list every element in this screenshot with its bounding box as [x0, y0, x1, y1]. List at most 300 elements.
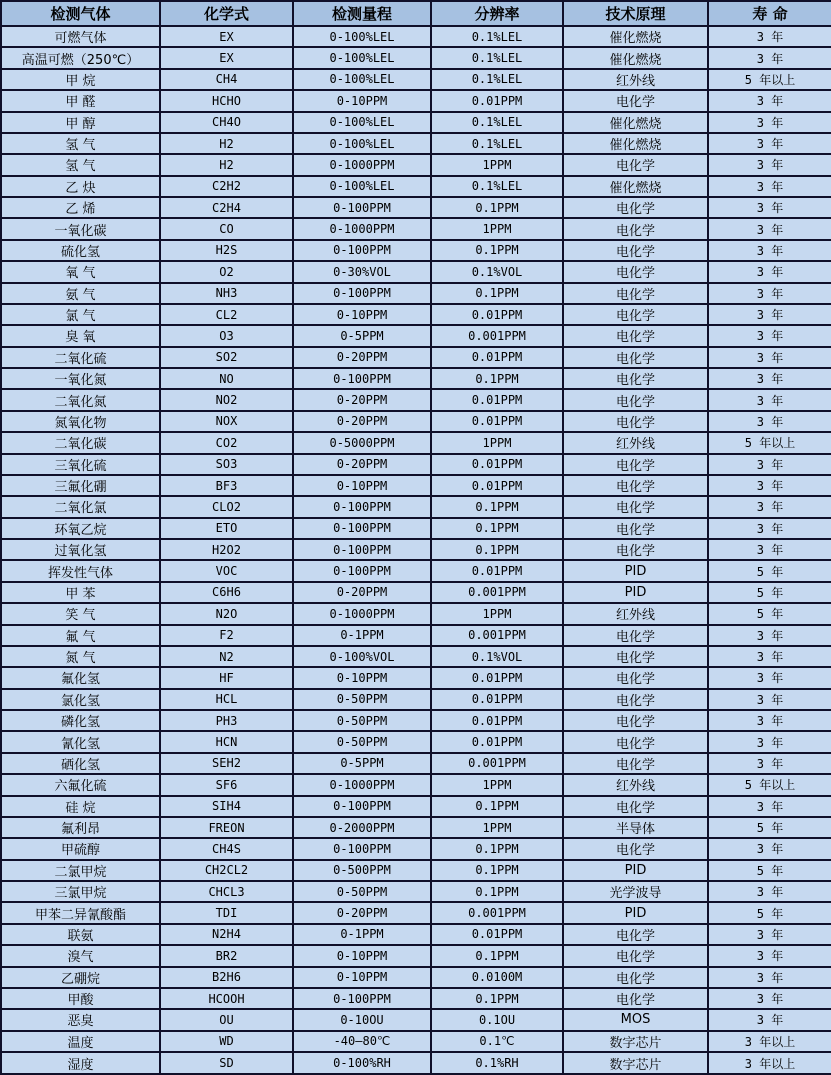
cell-resolution: 1PPM	[431, 432, 563, 453]
table-row	[1, 496, 831, 517]
cell-chemical-formula: NOX	[160, 411, 293, 432]
cell-technology-principle: 电化学	[563, 90, 708, 111]
cell-resolution: 0.1PPM	[431, 796, 563, 817]
cell-lifespan: 3 年	[708, 218, 831, 239]
table-row	[1, 967, 831, 988]
cell-detection-range: 0-100%LEL	[293, 176, 431, 197]
cell-chemical-formula: EX	[160, 47, 293, 68]
cell-chemical-formula: B2H6	[160, 967, 293, 988]
cell-gas-name: 甲苯二异氰酸酯	[1, 902, 160, 923]
cell-detection-range: 0-10OU	[293, 1009, 431, 1030]
cell-technology-principle: 电化学	[563, 710, 708, 731]
cell-gas-name: 笑 气	[1, 603, 160, 624]
cell-technology-principle: 电化学	[563, 796, 708, 817]
cell-lifespan: 3 年	[708, 646, 831, 667]
cell-detection-range: 0-10PPM	[293, 90, 431, 111]
cell-technology-principle: 电化学	[563, 304, 708, 325]
cell-chemical-formula: EX	[160, 26, 293, 47]
cell-detection-range: 0-20PPM	[293, 411, 431, 432]
table-row	[1, 539, 831, 560]
cell-resolution: 0.1PPM	[431, 518, 563, 539]
cell-resolution: 0.1PPM	[431, 988, 563, 1009]
cell-gas-name: 甲 醛	[1, 90, 160, 111]
cell-detection-range: 0-100PPM	[293, 368, 431, 389]
cell-technology-principle: 半导体	[563, 817, 708, 838]
cell-lifespan: 5 年以上	[708, 774, 831, 795]
cell-resolution: 0.1℃	[431, 1031, 563, 1052]
cell-detection-range: 0-100PPM	[293, 197, 431, 218]
cell-gas-name: 臭 氧	[1, 325, 160, 346]
cell-gas-name: 氟利昂	[1, 817, 160, 838]
cell-technology-principle: 红外线	[563, 432, 708, 453]
header-detection-range: 检测量程	[293, 1, 431, 26]
cell-gas-name: 过氧化氢	[1, 539, 160, 560]
cell-chemical-formula: SEH2	[160, 753, 293, 774]
cell-technology-principle: PID	[563, 902, 708, 923]
cell-detection-range: 0-5PPM	[293, 325, 431, 346]
cell-lifespan: 3 年	[708, 47, 831, 68]
cell-technology-principle: 电化学	[563, 731, 708, 752]
cell-chemical-formula: WD	[160, 1031, 293, 1052]
cell-technology-principle: 催化燃烧	[563, 26, 708, 47]
cell-gas-name: 二氧化硫	[1, 347, 160, 368]
table-row	[1, 154, 831, 175]
cell-technology-principle: 电化学	[563, 154, 708, 175]
cell-gas-name: 氢 气	[1, 154, 160, 175]
cell-chemical-formula: FREON	[160, 817, 293, 838]
table-row	[1, 283, 831, 304]
cell-technology-principle: 数字芯片	[563, 1031, 708, 1052]
cell-lifespan: 3 年	[708, 967, 831, 988]
cell-technology-principle: 电化学	[563, 646, 708, 667]
table-row	[1, 518, 831, 539]
cell-chemical-formula: C6H6	[160, 582, 293, 603]
cell-lifespan: 3 年	[708, 539, 831, 560]
cell-gas-name: 三氟化硼	[1, 475, 160, 496]
cell-detection-range: 0-10PPM	[293, 945, 431, 966]
cell-resolution: 0.01PPM	[431, 411, 563, 432]
cell-gas-name: 甲硫醇	[1, 838, 160, 859]
cell-chemical-formula: BF3	[160, 475, 293, 496]
cell-chemical-formula: O2	[160, 261, 293, 282]
cell-detection-range: 0-20PPM	[293, 347, 431, 368]
cell-chemical-formula: HF	[160, 667, 293, 688]
cell-chemical-formula: N2H4	[160, 924, 293, 945]
cell-resolution: 0.1%LEL	[431, 112, 563, 133]
header-resolution: 分辨率	[431, 1, 563, 26]
cell-resolution: 1PPM	[431, 218, 563, 239]
cell-detection-range: 0-100%VOL	[293, 646, 431, 667]
cell-lifespan: 3 年	[708, 112, 831, 133]
cell-technology-principle: 催化燃烧	[563, 47, 708, 68]
cell-resolution: 0.01PPM	[431, 667, 563, 688]
cell-chemical-formula: NO2	[160, 389, 293, 410]
cell-lifespan: 3 年	[708, 368, 831, 389]
table-row	[1, 325, 831, 346]
cell-technology-principle: 电化学	[563, 475, 708, 496]
table-row	[1, 347, 831, 368]
cell-detection-range: 0-50PPM	[293, 881, 431, 902]
table-row	[1, 817, 831, 838]
cell-lifespan: 3 年	[708, 924, 831, 945]
cell-detection-range: 0-500PPM	[293, 860, 431, 881]
cell-resolution: 0.01PPM	[431, 389, 563, 410]
cell-lifespan: 5 年	[708, 860, 831, 881]
cell-technology-principle: 电化学	[563, 197, 708, 218]
cell-gas-name: 六氟化硫	[1, 774, 160, 795]
cell-technology-principle: 电化学	[563, 240, 708, 261]
cell-lifespan: 3 年	[708, 197, 831, 218]
cell-detection-range: 0-1PPM	[293, 625, 431, 646]
cell-detection-range: 0-100PPM	[293, 560, 431, 581]
cell-chemical-formula: N2O	[160, 603, 293, 624]
cell-technology-principle: 电化学	[563, 325, 708, 346]
cell-lifespan: 3 年	[708, 753, 831, 774]
table-row	[1, 197, 831, 218]
table-row	[1, 838, 831, 859]
cell-gas-name: 乙 炔	[1, 176, 160, 197]
cell-resolution: 0.001PPM	[431, 325, 563, 346]
cell-gas-name: 溴气	[1, 945, 160, 966]
cell-lifespan: 3 年	[708, 176, 831, 197]
table-row	[1, 261, 831, 282]
cell-lifespan: 3 年以上	[708, 1031, 831, 1052]
cell-technology-principle: 电化学	[563, 347, 708, 368]
cell-technology-principle: 催化燃烧	[563, 112, 708, 133]
cell-technology-principle: 电化学	[563, 988, 708, 1009]
cell-detection-range: 0-1000PPM	[293, 774, 431, 795]
cell-resolution: 0.01PPM	[431, 347, 563, 368]
cell-chemical-formula: CH4	[160, 69, 293, 90]
cell-lifespan: 3 年	[708, 240, 831, 261]
cell-resolution: 0.01PPM	[431, 454, 563, 475]
cell-technology-principle: 电化学	[563, 539, 708, 560]
cell-resolution: 0.1PPM	[431, 881, 563, 902]
cell-resolution: 0.1PPM	[431, 539, 563, 560]
cell-gas-name: 甲酸	[1, 988, 160, 1009]
cell-chemical-formula: VOC	[160, 560, 293, 581]
cell-detection-range: 0-10PPM	[293, 967, 431, 988]
cell-detection-range: 0-1000PPM	[293, 154, 431, 175]
table-row	[1, 860, 831, 881]
cell-lifespan: 5 年	[708, 560, 831, 581]
cell-chemical-formula: F2	[160, 625, 293, 646]
cell-gas-name: 氧 气	[1, 261, 160, 282]
cell-gas-name: 硫化氢	[1, 240, 160, 261]
cell-chemical-formula: H2	[160, 133, 293, 154]
table-row	[1, 560, 831, 581]
cell-lifespan: 3 年	[708, 667, 831, 688]
table-row	[1, 389, 831, 410]
cell-detection-range: 0-20PPM	[293, 582, 431, 603]
cell-technology-principle: 电化学	[563, 945, 708, 966]
cell-lifespan: 5 年以上	[708, 432, 831, 453]
cell-chemical-formula: C2H2	[160, 176, 293, 197]
cell-lifespan: 3 年以上	[708, 1052, 831, 1074]
cell-chemical-formula: CLO2	[160, 496, 293, 517]
cell-chemical-formula: CH4O	[160, 112, 293, 133]
table-row	[1, 90, 831, 111]
table-row	[1, 26, 831, 47]
cell-detection-range: 0-100%LEL	[293, 47, 431, 68]
cell-detection-range: 0-10PPM	[293, 304, 431, 325]
cell-chemical-formula: CL2	[160, 304, 293, 325]
cell-technology-principle: 电化学	[563, 218, 708, 239]
cell-resolution: 0.01PPM	[431, 304, 563, 325]
cell-detection-range: 0-100PPM	[293, 496, 431, 517]
cell-detection-range: 0-100PPM	[293, 283, 431, 304]
table-row	[1, 796, 831, 817]
cell-technology-principle: 电化学	[563, 368, 708, 389]
cell-technology-principle: PID	[563, 582, 708, 603]
cell-chemical-formula: CH4S	[160, 838, 293, 859]
cell-resolution: 0.001PPM	[431, 625, 563, 646]
cell-resolution: 0.01PPM	[431, 731, 563, 752]
cell-gas-name: 二氯甲烷	[1, 860, 160, 881]
cell-chemical-formula: HCHO	[160, 90, 293, 111]
cell-resolution: 0.1%LEL	[431, 69, 563, 90]
cell-detection-range: 0-100%RH	[293, 1052, 431, 1074]
cell-technology-principle: 电化学	[563, 967, 708, 988]
cell-technology-principle: PID	[563, 860, 708, 881]
cell-resolution: 0.01PPM	[431, 689, 563, 710]
cell-gas-name: 甲 苯	[1, 582, 160, 603]
cell-gas-name: 氯 气	[1, 304, 160, 325]
cell-lifespan: 5 年	[708, 902, 831, 923]
cell-lifespan: 3 年	[708, 475, 831, 496]
cell-detection-range: 0-100PPM	[293, 240, 431, 261]
cell-lifespan: 3 年	[708, 389, 831, 410]
table-row	[1, 176, 831, 197]
cell-chemical-formula: ETO	[160, 518, 293, 539]
cell-chemical-formula: O3	[160, 325, 293, 346]
cell-lifespan: 5 年	[708, 582, 831, 603]
table-header	[1, 1, 831, 26]
cell-technology-principle: 电化学	[563, 261, 708, 282]
cell-detection-range: 0-50PPM	[293, 710, 431, 731]
cell-detection-range: 0-10PPM	[293, 475, 431, 496]
cell-lifespan: 3 年	[708, 945, 831, 966]
cell-gas-name: 一氧化氮	[1, 368, 160, 389]
table-row	[1, 582, 831, 603]
cell-chemical-formula: SIH4	[160, 796, 293, 817]
cell-lifespan: 3 年	[708, 988, 831, 1009]
cell-gas-name: 二氧化氯	[1, 496, 160, 517]
cell-technology-principle: 电化学	[563, 924, 708, 945]
cell-resolution: 0.01PPM	[431, 475, 563, 496]
cell-detection-range: 0-1PPM	[293, 924, 431, 945]
cell-detection-range: 0-2000PPM	[293, 817, 431, 838]
cell-gas-name: 三氯甲烷	[1, 881, 160, 902]
cell-chemical-formula: CO	[160, 218, 293, 239]
cell-gas-name: 氰化氢	[1, 731, 160, 752]
cell-lifespan: 5 年以上	[708, 69, 831, 90]
cell-gas-name: 三氧化硫	[1, 454, 160, 475]
cell-lifespan: 3 年	[708, 411, 831, 432]
table-row	[1, 625, 831, 646]
cell-resolution: 0.1%VOL	[431, 646, 563, 667]
cell-resolution: 0.001PPM	[431, 582, 563, 603]
cell-detection-range: 0-5PPM	[293, 753, 431, 774]
table-row	[1, 218, 831, 239]
cell-lifespan: 5 年	[708, 817, 831, 838]
cell-gas-name: 挥发性气体	[1, 560, 160, 581]
cell-resolution: 0.1PPM	[431, 283, 563, 304]
cell-chemical-formula: CHCL3	[160, 881, 293, 902]
cell-technology-principle: MOS	[563, 1009, 708, 1030]
cell-lifespan: 3 年	[708, 133, 831, 154]
cell-lifespan: 3 年	[708, 731, 831, 752]
cell-resolution: 0.001PPM	[431, 753, 563, 774]
cell-chemical-formula: NO	[160, 368, 293, 389]
table-row	[1, 988, 831, 1009]
table-row	[1, 475, 831, 496]
cell-resolution: 0.1%LEL	[431, 47, 563, 68]
table-row	[1, 368, 831, 389]
cell-detection-range: 0-100%LEL	[293, 69, 431, 90]
cell-gas-name: 联氨	[1, 924, 160, 945]
cell-chemical-formula: HCOOH	[160, 988, 293, 1009]
table-row	[1, 432, 831, 453]
cell-resolution: 0.0100M	[431, 967, 563, 988]
cell-detection-range: 0-20PPM	[293, 902, 431, 923]
cell-detection-range: 0-50PPM	[293, 731, 431, 752]
cell-technology-principle: 红外线	[563, 69, 708, 90]
table-row	[1, 454, 831, 475]
cell-chemical-formula: C2H4	[160, 197, 293, 218]
cell-lifespan: 3 年	[708, 796, 831, 817]
cell-gas-name: 氟化氢	[1, 667, 160, 688]
cell-detection-range: 0-10PPM	[293, 667, 431, 688]
cell-detection-range: 0-100PPM	[293, 518, 431, 539]
cell-detection-range: 0-1000PPM	[293, 218, 431, 239]
cell-technology-principle: 电化学	[563, 667, 708, 688]
table-row	[1, 881, 831, 902]
cell-gas-name: 氨 气	[1, 283, 160, 304]
cell-detection-range: 0-100PPM	[293, 539, 431, 560]
cell-resolution: 0.1%LEL	[431, 133, 563, 154]
table-row	[1, 753, 831, 774]
cell-chemical-formula: SO3	[160, 454, 293, 475]
cell-chemical-formula: HCL	[160, 689, 293, 710]
cell-gas-name: 氮氧化物	[1, 411, 160, 432]
cell-resolution: 0.1PPM	[431, 860, 563, 881]
header-row	[1, 1, 831, 26]
cell-chemical-formula: H2O2	[160, 539, 293, 560]
cell-lifespan: 3 年	[708, 347, 831, 368]
cell-gas-name: 可燃气体	[1, 26, 160, 47]
cell-technology-principle: PID	[563, 560, 708, 581]
cell-resolution: 0.01PPM	[431, 560, 563, 581]
table-row	[1, 69, 831, 90]
cell-lifespan: 3 年	[708, 454, 831, 475]
cell-lifespan: 3 年	[708, 261, 831, 282]
cell-lifespan: 3 年	[708, 881, 831, 902]
header-lifespan: 寿 命	[708, 1, 831, 26]
cell-lifespan: 3 年	[708, 90, 831, 111]
cell-chemical-formula: TDI	[160, 902, 293, 923]
table-row	[1, 924, 831, 945]
table-row	[1, 689, 831, 710]
cell-lifespan: 3 年	[708, 154, 831, 175]
cell-technology-principle: 电化学	[563, 283, 708, 304]
table-row	[1, 667, 831, 688]
cell-chemical-formula: OU	[160, 1009, 293, 1030]
cell-resolution: 0.01PPM	[431, 90, 563, 111]
cell-gas-name: 乙 烯	[1, 197, 160, 218]
cell-gas-name: 二氧化氮	[1, 389, 160, 410]
cell-lifespan: 3 年	[708, 689, 831, 710]
cell-gas-name: 甲 醇	[1, 112, 160, 133]
cell-lifespan: 3 年	[708, 1009, 831, 1030]
cell-chemical-formula: H2S	[160, 240, 293, 261]
cell-resolution: 0.1PPM	[431, 240, 563, 261]
table-row	[1, 646, 831, 667]
cell-resolution: 1PPM	[431, 817, 563, 838]
cell-gas-name: 氮 气	[1, 646, 160, 667]
table-row	[1, 133, 831, 154]
cell-gas-name: 氯化氢	[1, 689, 160, 710]
cell-detection-range: 0-100%LEL	[293, 26, 431, 47]
cell-chemical-formula: HCN	[160, 731, 293, 752]
cell-gas-name: 湿度	[1, 1052, 160, 1074]
cell-lifespan: 3 年	[708, 625, 831, 646]
cell-resolution: 0.1OU	[431, 1009, 563, 1030]
cell-gas-name: 恶臭	[1, 1009, 160, 1030]
cell-detection-range: 0-50PPM	[293, 689, 431, 710]
cell-chemical-formula: H2	[160, 154, 293, 175]
table-row	[1, 731, 831, 752]
cell-chemical-formula: SD	[160, 1052, 293, 1074]
cell-gas-name: 甲 烷	[1, 69, 160, 90]
cell-lifespan: 3 年	[708, 26, 831, 47]
cell-lifespan: 5 年	[708, 603, 831, 624]
cell-resolution: 0.1PPM	[431, 368, 563, 389]
cell-gas-name: 二氧化碳	[1, 432, 160, 453]
cell-technology-principle: 电化学	[563, 689, 708, 710]
cell-technology-principle: 电化学	[563, 518, 708, 539]
cell-technology-principle: 电化学	[563, 753, 708, 774]
table-row	[1, 710, 831, 731]
cell-detection-range: 0-5000PPM	[293, 432, 431, 453]
cell-resolution: 1PPM	[431, 603, 563, 624]
table-body	[1, 26, 831, 1074]
cell-technology-principle: 电化学	[563, 496, 708, 517]
cell-lifespan: 3 年	[708, 518, 831, 539]
header-technology-principle: 技术原理	[563, 1, 708, 26]
cell-detection-range: 0-100%LEL	[293, 133, 431, 154]
cell-detection-range: 0-100PPM	[293, 796, 431, 817]
cell-technology-principle: 光学波导	[563, 881, 708, 902]
cell-technology-principle: 电化学	[563, 454, 708, 475]
cell-chemical-formula: N2	[160, 646, 293, 667]
cell-detection-range: 0-100%LEL	[293, 112, 431, 133]
cell-chemical-formula: PH3	[160, 710, 293, 731]
cell-chemical-formula: BR2	[160, 945, 293, 966]
cell-resolution: 0.1PPM	[431, 197, 563, 218]
cell-detection-range: 0-20PPM	[293, 454, 431, 475]
table-row	[1, 603, 831, 624]
cell-lifespan: 3 年	[708, 283, 831, 304]
cell-technology-principle: 红外线	[563, 603, 708, 624]
cell-resolution: 0.1%VOL	[431, 261, 563, 282]
cell-lifespan: 3 年	[708, 496, 831, 517]
cell-chemical-formula: CO2	[160, 432, 293, 453]
table-row	[1, 1009, 831, 1030]
cell-technology-principle: 电化学	[563, 389, 708, 410]
cell-gas-name: 磷化氢	[1, 710, 160, 731]
table-row	[1, 1052, 831, 1074]
